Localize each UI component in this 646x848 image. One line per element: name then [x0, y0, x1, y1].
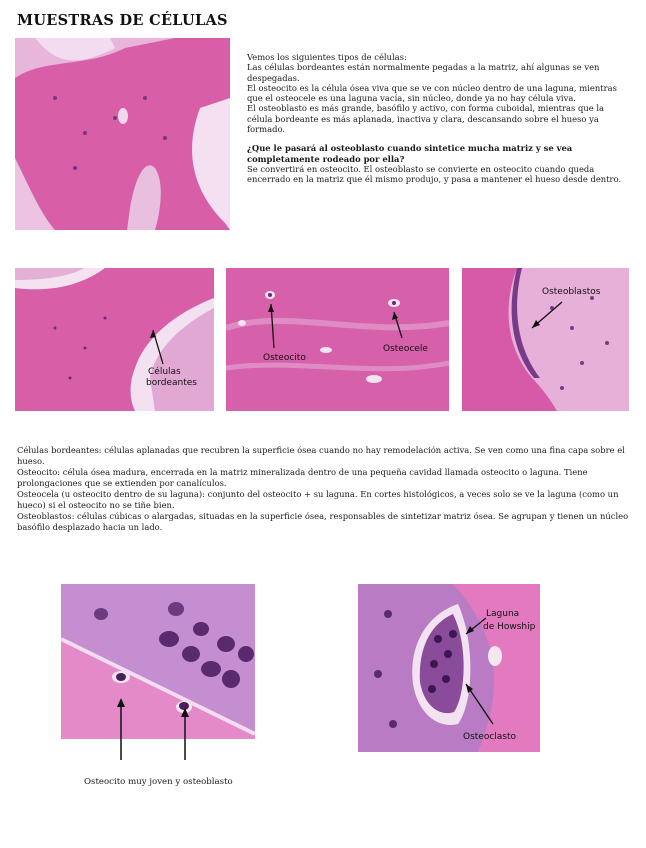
page-title: MUESTRAS DE CÉLULAS — [17, 12, 228, 29]
annotation-celulas-bordeantes: Células — [148, 367, 181, 377]
bone-section-image-3 — [226, 268, 449, 411]
intro-line: Vemos los siguientes tipos de células: — [247, 52, 407, 62]
caption-arrows — [110, 690, 200, 762]
glossary-item: Células bordeantes: células aplanadas que recubren la superficie ósea cuando no hay remodelación activa. Se ven como una fina capa sobre el hueso. — [17, 445, 625, 466]
svg-text:bordeantes: bordeantes — [146, 378, 197, 388]
bone-section-image-6 — [358, 584, 540, 752]
answer-text: Se convertirá en osteocito. El osteoblasto se convierte en osteocito cuando queda encerrado en la matriz que él mismo produjo, y pasa a mantener el hueso desde dentro. — [247, 163, 622, 185]
annotation-osteoclasto: Osteoclasto — [463, 732, 517, 742]
glossary-item: Osteoblastos: células cúbicas o alargadas, situadas en la superficie ósea, responsables de sintetizar matriz ósea. Se agrupan y tienen un núcleo basófilo desplazado hacia un lado. — [17, 511, 629, 532]
intro-line: Las células bordeantes están normalmente pegadas a la matriz, ahí algunas se ven despegadas. — [247, 62, 600, 83]
bone-section-image-1 — [15, 38, 230, 230]
intro-text — [247, 52, 632, 185]
bone-section-image-2 — [15, 268, 214, 411]
annotation-osteocito: Osteocito — [263, 353, 306, 363]
intro-line: El osteocito es la célula ósea viva que se ve con núcleo dentro de una laguna, mientras que el osteocele es una laguna vacía, sin núcleo, donde ya no hay célula viva. — [247, 82, 617, 104]
glossary-item: Osteocito: célula ósea madura, encerrada en la matriz mineralizada dentro de una pequeña cavidad llamada osteocito o laguna. Tiene prolongaciones que se extienden por canalículos. — [17, 467, 588, 488]
glossary-item: Osteocela (u osteocito dentro de su laguna): conjunto del osteocito + su laguna. En cortes histológicos, a veces solo se ve la laguna (como un hueco) si el osteocito no se tiñe bien. — [17, 489, 619, 510]
figure-caption: Osteocito muy joven y osteoblasto — [84, 777, 233, 787]
annotation-laguna: Laguna — [486, 609, 520, 619]
glossary — [17, 445, 632, 533]
annotation-osteoblastos: Osteoblastos — [542, 287, 601, 297]
question-text: ¿Que le pasará al osteoblasto cuando sintetice mucha matriz y se vea completamente rodeado por ella? — [247, 143, 573, 164]
intro-line: El osteoblasto es más grande, basófilo y activo, con forma cuboidal, mientras que la célula bordeante es más aplanada, inactiva y clara, descansando sobre el hueso ya formado. — [247, 103, 605, 135]
svg-text:de Howship: de Howship — [483, 622, 536, 632]
annotation-osteocele: Osteocele — [383, 344, 428, 354]
bone-section-image-4 — [462, 268, 629, 411]
